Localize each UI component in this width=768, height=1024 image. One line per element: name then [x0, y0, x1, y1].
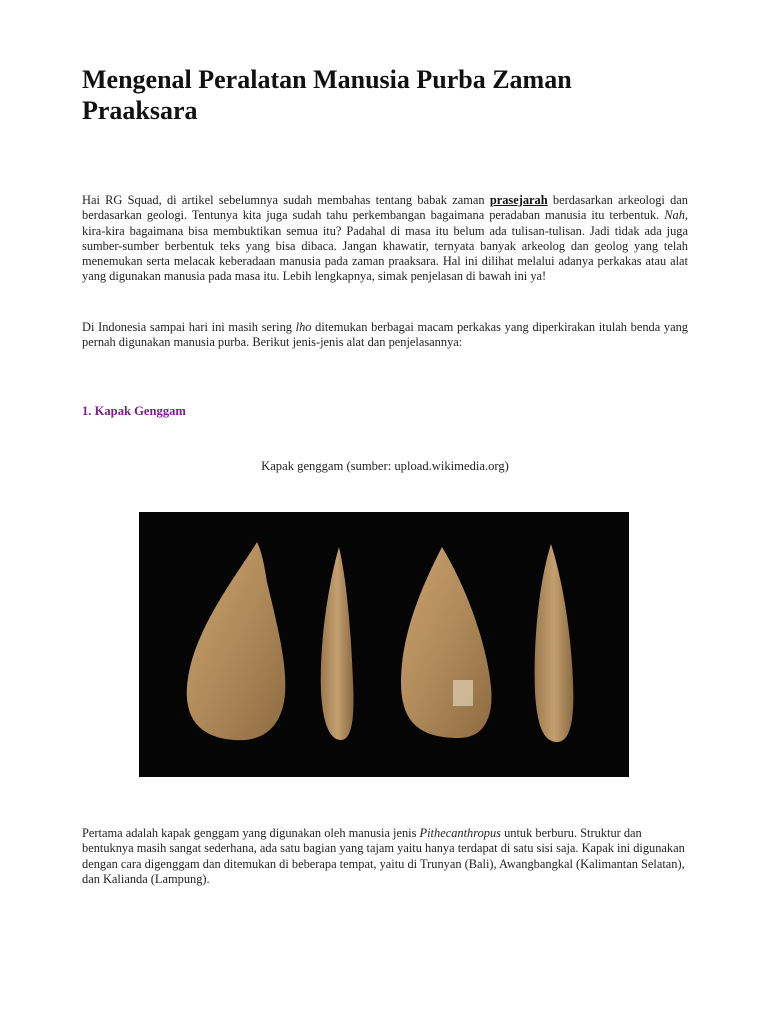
specimen-label: [453, 680, 473, 706]
third-emphasis: Pithecanthropus: [419, 826, 501, 840]
section-heading-kapak-genggam: 1. Kapak Genggam: [82, 404, 186, 418]
hand-axe-stone-photo: [139, 512, 629, 777]
second-text-end: ditemukan berbagai macam perkakas yang diperkirakan itulah benda yang pernah digunakan manusia purba. Berikut jenis-jenis alat dan penjelasannya:: [82, 320, 688, 350]
hand-axe-side-1: [321, 547, 354, 740]
intro-emphasis: Nah: [664, 208, 685, 223]
second-emphasis: lho: [295, 320, 312, 334]
kapak-genggam-paragraph: [82, 826, 688, 887]
page-title: Mengenal Peralatan Manusia Purba Zaman Praaksara: [82, 65, 572, 125]
hand-axe-front-2: [401, 547, 492, 738]
image-caption: Kapak genggam (sumber: upload.wikimedia.org): [261, 459, 509, 473]
intro-paragraph: [82, 193, 688, 285]
third-text-end: untuk berburu. Struktur dan bentuknya masih sangat sederhana, ada satu bagian yang tajam yaitu hanya terdapat di satu sisi saja. Kapak ini digunakan dengan cara digenggam dan ditemukan di beberapa tempat, yaitu di Trunyan (Bali), Awangbangkal (Kalimantan Selatan), dan Kalianda (Lampung).: [82, 826, 685, 886]
intro-text-start: Hai RG Squad, di artikel sebelumnya sudah membahas tentang babak zaman: [82, 193, 490, 207]
third-text-start: Pertama adalah kapak genggam yang digunakan oleh manusia jenis: [82, 826, 420, 840]
second-paragraph: [82, 320, 688, 351]
hand-axe-side-2: [535, 544, 574, 742]
second-text-start: Di Indonesia sampai hari ini masih sering: [82, 320, 296, 334]
intro-text-mid: berdasarkan arkeologi dan berdasarkan geologi. Tentunya kita juga sudah tahu perkembangan bagaimana peradaban manusia itu terbentuk.: [82, 193, 688, 223]
hand-axe-front-1: [187, 542, 286, 740]
prasejarah-link[interactable]: prasejarah: [489, 193, 548, 207]
intro-text-end: , kira-kira bagaimana bisa membuktikan semua itu? Padahal di masa itu belum ada tulisan-tulisan. Jadi tidak ada juga sumber-sumber berbentuk teks yang bisa dibaca. Jangan khawatir, ternyata banyak arkeolog dan geolog yang telah menemukan serta melacak keberadaan manusia pada zaman praaksara. Hal ini dilihat melalui adanya perkakas atau alat yang digunakan manusia pada masa itu. Lebih lengkapnya, simak penjelasan di bawah ini ya!: [82, 208, 688, 284]
